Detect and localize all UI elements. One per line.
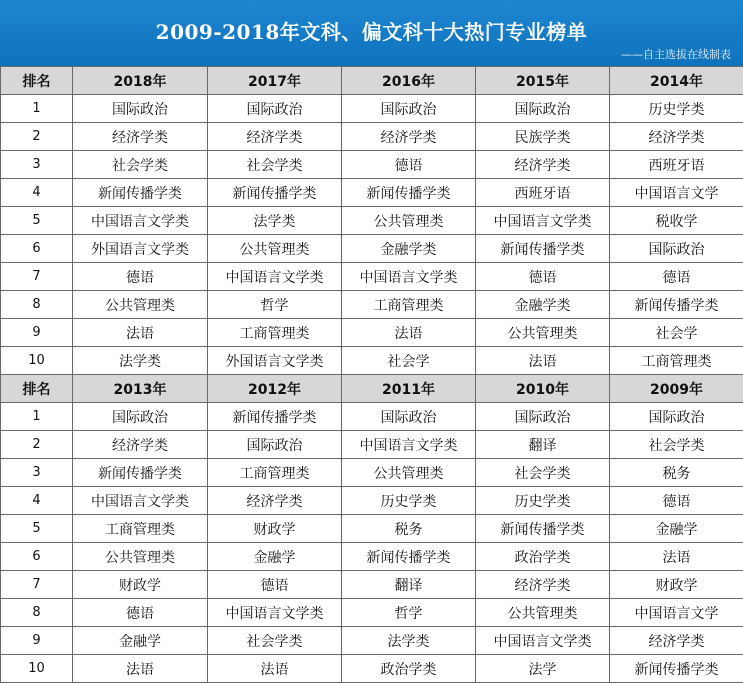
credit-note: ——自主选拔在线制表 [621,46,731,62]
major-cell: 德语 [342,151,476,179]
major-cell: 税务 [610,459,743,487]
year-header: 2011年 [342,375,476,403]
major-cell: 社会学 [342,347,476,375]
major-cell: 工商管理类 [342,291,476,319]
major-cell: 金融学 [610,515,743,543]
major-cell: 金融学 [208,543,342,571]
rank-cell: 7 [1,571,73,599]
major-cell: 财政学 [73,571,208,599]
table-row [1,123,743,151]
table-row [1,515,743,543]
year-header: 2010年 [476,375,610,403]
major-cell: 经济学类 [610,123,743,151]
major-cell: 新闻传播学类 [208,179,342,207]
major-cell: 公共管理类 [476,319,610,347]
table-row [1,403,743,431]
ranking-table-body [1,67,743,683]
major-cell: 德语 [73,263,208,291]
major-cell: 新闻传播学类 [610,655,743,683]
major-cell: 政治学类 [342,655,476,683]
major-cell: 财政学 [610,571,743,599]
major-cell: 法学类 [73,347,208,375]
table-row [1,319,743,347]
major-cell: 社会学类 [73,151,208,179]
major-cell: 中国语言文学类 [73,487,208,515]
major-cell: 社会学类 [208,151,342,179]
table-row [1,459,743,487]
major-cell: 国际政治 [208,431,342,459]
major-cell: 经济学类 [208,487,342,515]
major-cell: 财政学 [208,515,342,543]
major-cell: 外国语言文学类 [73,235,208,263]
major-cell: 外国语言文学类 [208,347,342,375]
major-cell: 法学类 [342,627,476,655]
major-cell: 社会学类 [208,627,342,655]
major-cell: 德语 [208,571,342,599]
major-cell: 历史学类 [610,95,743,123]
major-cell: 国际政治 [73,403,208,431]
major-cell: 法语 [73,655,208,683]
major-cell: 公共管理类 [208,235,342,263]
major-cell: 公共管理类 [73,291,208,319]
major-cell: 社会学类 [610,431,743,459]
major-cell: 经济学类 [342,123,476,151]
major-cell: 德语 [610,487,743,515]
major-cell: 税务 [342,515,476,543]
table-row [1,599,743,627]
major-cell: 中国语言文学类 [342,431,476,459]
major-cell: 新闻传播学类 [342,543,476,571]
major-cell: 国际政治 [476,95,610,123]
page-title: 2009-2018年文科、偏文科十大热门专业榜单 [0,16,743,45]
table-row [1,347,743,375]
major-cell: 德语 [73,599,208,627]
rank-cell: 10 [1,347,73,375]
rank-cell: 6 [1,543,73,571]
year-header: 2013年 [73,375,208,403]
rank-cell: 5 [1,515,73,543]
year-header: 2012年 [208,375,342,403]
major-cell: 金融学类 [342,235,476,263]
major-cell: 社会学 [610,319,743,347]
major-cell: 国际政治 [342,95,476,123]
table-row [1,95,743,123]
major-cell: 翻译 [342,571,476,599]
rank-cell: 10 [1,655,73,683]
major-cell: 中国语言文学类 [476,207,610,235]
major-cell: 经济学类 [208,123,342,151]
year-header: 2014年 [610,67,743,95]
major-cell: 公共管理类 [73,543,208,571]
major-cell: 西班牙语 [476,179,610,207]
rank-cell: 1 [1,403,73,431]
major-cell: 新闻传播学类 [610,291,743,319]
rank-cell: 7 [1,263,73,291]
major-cell: 公共管理类 [342,459,476,487]
major-cell: 公共管理类 [476,599,610,627]
major-cell: 国际政治 [208,95,342,123]
table-row [1,151,743,179]
rank-header: 排名 [1,375,73,403]
header-row [1,375,743,403]
major-cell: 新闻传播学类 [73,459,208,487]
major-cell: 金融学 [73,627,208,655]
major-cell: 经济学类 [476,151,610,179]
table-row [1,655,743,683]
major-cell: 金融学类 [476,291,610,319]
major-cell: 中国语言文学类 [73,207,208,235]
title-banner [0,0,743,66]
table-row [1,207,743,235]
major-cell: 政治学类 [476,543,610,571]
rank-cell: 3 [1,151,73,179]
major-cell: 工商管理类 [610,347,743,375]
table-row [1,235,743,263]
major-cell: 经济学类 [73,431,208,459]
rank-cell: 6 [1,235,73,263]
major-cell: 税收学 [610,207,743,235]
rank-cell: 2 [1,431,73,459]
major-cell: 法语 [610,543,743,571]
major-cell: 工商管理类 [73,515,208,543]
major-cell: 德语 [610,263,743,291]
rank-header: 排名 [1,67,73,95]
table-row [1,627,743,655]
rank-cell: 8 [1,599,73,627]
major-cell: 法语 [476,347,610,375]
major-cell: 历史学类 [342,487,476,515]
major-cell: 国际政治 [610,235,743,263]
header-row [1,67,743,95]
major-cell: 中国语言文学 [610,599,743,627]
major-cell: 德语 [476,263,610,291]
ranking-table [0,66,743,683]
major-cell: 中国语言文学 [610,179,743,207]
table-row [1,543,743,571]
rank-cell: 5 [1,207,73,235]
table-row [1,431,743,459]
major-cell: 哲学 [342,599,476,627]
major-cell: 工商管理类 [208,459,342,487]
rank-cell: 2 [1,123,73,151]
major-cell: 法语 [73,319,208,347]
major-cell: 经济学类 [476,571,610,599]
major-cell: 新闻传播学类 [476,515,610,543]
rank-cell: 4 [1,487,73,515]
rank-cell: 1 [1,95,73,123]
major-cell: 国际政治 [476,403,610,431]
year-header: 2016年 [342,67,476,95]
major-cell: 国际政治 [610,403,743,431]
major-cell: 中国语言文学类 [342,263,476,291]
table-row [1,263,743,291]
year-header: 2017年 [208,67,342,95]
major-cell: 民族学类 [476,123,610,151]
rank-cell: 9 [1,627,73,655]
major-cell: 历史学类 [476,487,610,515]
table-row [1,179,743,207]
major-cell: 哲学 [208,291,342,319]
major-cell: 新闻传播学类 [476,235,610,263]
major-cell: 中国语言文学类 [476,627,610,655]
rank-cell: 3 [1,459,73,487]
major-cell: 法学类 [208,207,342,235]
major-cell: 工商管理类 [208,319,342,347]
major-cell: 法语 [208,655,342,683]
year-header: 2009年 [610,375,743,403]
major-cell: 社会学类 [476,459,610,487]
major-cell: 西班牙语 [610,151,743,179]
major-cell: 新闻传播学类 [73,179,208,207]
major-cell: 中国语言文学类 [208,599,342,627]
major-cell: 新闻传播学类 [342,179,476,207]
major-cell: 中国语言文学类 [208,263,342,291]
major-cell: 经济学类 [73,123,208,151]
rank-cell: 8 [1,291,73,319]
year-header: 2018年 [73,67,208,95]
major-cell: 国际政治 [73,95,208,123]
rank-cell: 9 [1,319,73,347]
year-header: 2015年 [476,67,610,95]
table-row [1,487,743,515]
major-cell: 新闻传播学类 [208,403,342,431]
major-cell: 国际政治 [342,403,476,431]
major-cell: 经济学类 [610,627,743,655]
table-row [1,291,743,319]
major-cell: 翻译 [476,431,610,459]
major-cell: 法语 [342,319,476,347]
major-cell: 法学 [476,655,610,683]
major-cell: 公共管理类 [342,207,476,235]
table-row [1,571,743,599]
rank-cell: 4 [1,179,73,207]
